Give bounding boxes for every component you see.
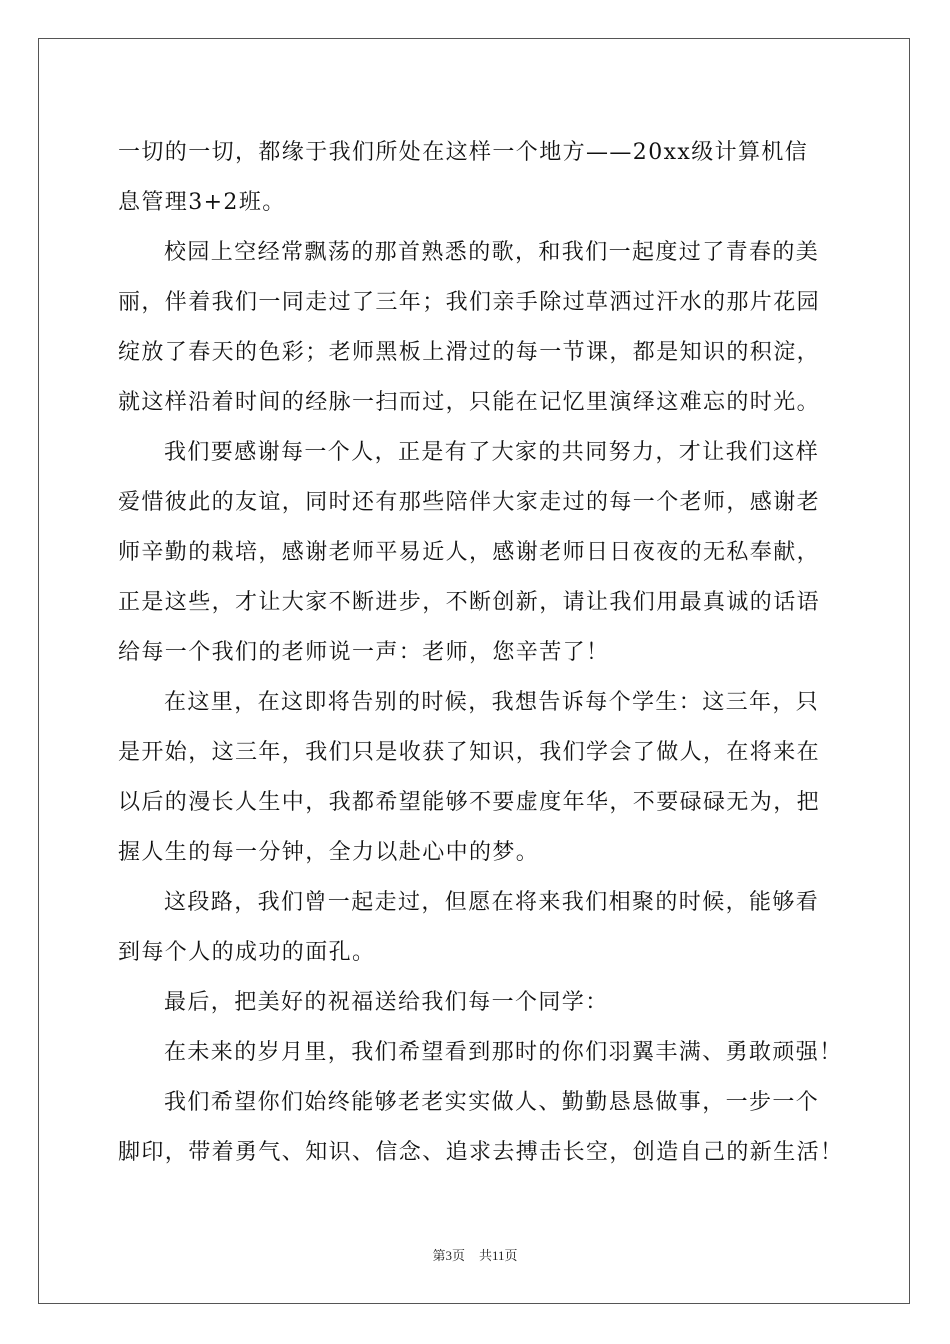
- text-line: 到每个人的成功的面孔。: [118, 940, 376, 965]
- text-line: 以后的漫长人生中，我都希望能够不要虚度年华，不要碌碌无为，把: [118, 790, 821, 815]
- text-line: 师辛勤的栽培，感谢老师平易近人，感谢老师日日夜夜的无私奉献，: [118, 540, 821, 565]
- document-body: [118, 128, 844, 1178]
- text-line: 丽，伴着我们一同走过了三年；我们亲手除过草洒过汗水的那片花园: [118, 290, 821, 315]
- text-line: 息管理3+2班。: [118, 190, 286, 215]
- text-line: 正是这些，才让大家不断进步，不断创新，请让我们用最真诚的话语: [118, 590, 821, 615]
- paragraph-start-line: 在未来的岁月里，我们希望看到那时的你们羽翼丰满、勇敢顽强！: [164, 1040, 843, 1065]
- text-line: 是开始，这三年，我们只是收获了知识，我们学会了做人，在将来在: [118, 740, 821, 765]
- paragraph-start-line: 我们希望你们始终能够老老实实做人、勤勤恳恳做事，一步一个: [164, 1090, 820, 1115]
- paragraph-start-line: 我们要感谢每一个人，正是有了大家的共同努力，才让我们这样: [164, 440, 820, 465]
- text-line: 爱惜彼此的友谊，同时还有那些陪伴大家走过的每一个老师，感谢老: [118, 490, 821, 515]
- text-line: 绽放了春天的色彩；老师黑板上滑过的每一节课，都是知识的积淀，: [118, 340, 821, 365]
- page-footer: [0, 1245, 950, 1264]
- paragraph-start-line: 在这里，在这即将告别的时候，我想告诉每个学生：这三年，只: [164, 690, 820, 715]
- paragraph-start-line: 校园上空经常飘荡的那首熟悉的歌，和我们一起度过了青春的美: [164, 240, 820, 265]
- text-line: 给每一个我们的老师说一声：老师，您辛苦了！: [118, 640, 610, 665]
- text-line: 脚印，带着勇气、知识、信念、追求去搏击长空，创造自己的新生活！: [118, 1140, 844, 1165]
- page-number: 第3页: [432, 1248, 465, 1263]
- text-line: 就这样沿着时间的经脉一扫而过，只能在记忆里演绎这难忘的时光。: [118, 390, 821, 415]
- paragraph-start-line: 这段路，我们曾一起走过，但愿在将来我们相聚的时候，能够看: [164, 890, 820, 915]
- text-line: 一切的一切，都缘于我们所处在这样一个地方——20xx级计算机信: [118, 140, 809, 165]
- text-line: 握人生的每一分钟，全力以赴心中的梦。: [118, 840, 540, 865]
- total-pages: 共11页: [478, 1248, 518, 1263]
- paragraph-start-line: 最后，把美好的祝福送给我们每一个同学：: [164, 990, 609, 1015]
